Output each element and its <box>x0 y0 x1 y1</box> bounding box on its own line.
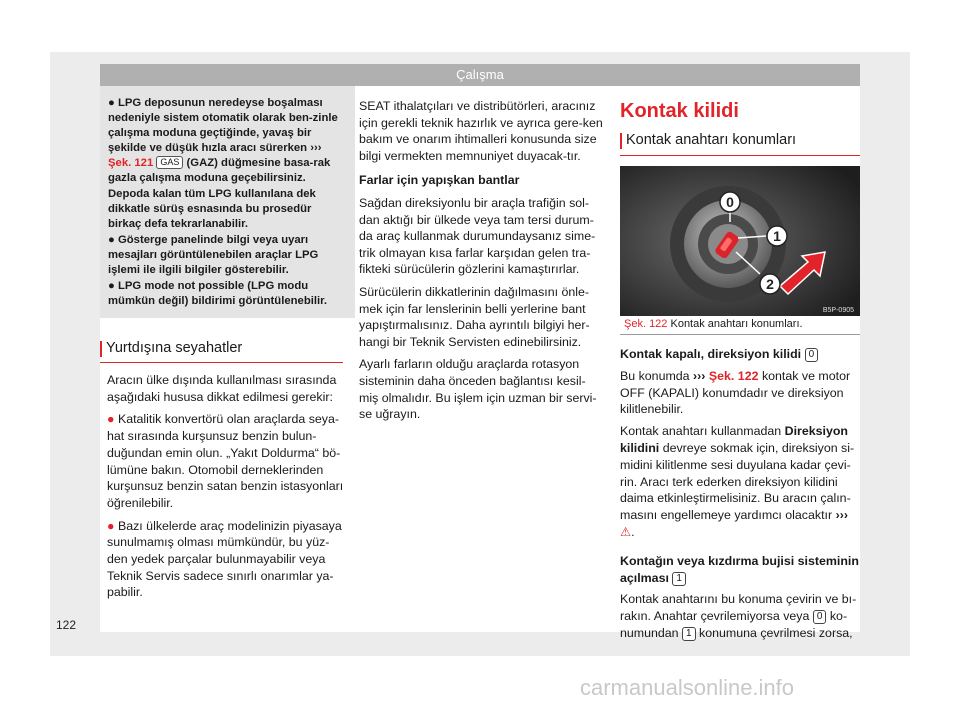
off-position-paragraph-2: Kontak anahtarı kullanmadan Direksiyon kilidini devreye sokmak için, direksiyon si-midini kilitlenme sesi duyulana kadar çevi-rin. Aracı terk ederken direksiyon kilidini daima etkinleştirmelisiniz. Bu aracın çalın-masını engellemeye yardımcı olacaktır ››› ⚠. <box>620 424 855 539</box>
watermark: carmanualsonline.info <box>580 675 795 700</box>
chapter-title: Çalışma <box>456 67 504 82</box>
position-0-icon: 0 <box>813 610 827 624</box>
mid-paragraph-2: Sağdan direksiyonlu bir araçla trafiğin sol-dan aktığı bir ülkede veya tam tersi durum-da araç kullanmak durumundaysanız sime-trik olmayan kısa farlar karşıdan gelen tra-fikteki sürücülerin gözlerini kamaştırırlar. <box>359 195 596 277</box>
label-0 <box>720 192 740 212</box>
section-title-key-positions: Kontak anahtarı konumları <box>620 132 860 156</box>
figure-ref: Şek. 122 <box>624 318 668 330</box>
off-position-heading: Kontak kapalı, direksiyon kilidi 0 <box>620 346 860 363</box>
middle-column <box>359 98 603 429</box>
page-number: 122 <box>56 618 77 632</box>
chapter-header <box>100 64 860 86</box>
caption-divider <box>620 334 860 335</box>
svg-text:2: 2 <box>766 276 774 292</box>
ignition-on-heading: Kontağın veya kızdırma bujisi sisteminin açılması 1 <box>620 553 859 585</box>
travel-section-body <box>107 372 347 607</box>
warning-paragraph-2: ● Gösterge panelinde bilgi veya uyarı mesajları görüntülenebilen araçlar LPG işlemi ile ilgili bilgiler gösterebilir. <box>108 233 319 277</box>
figure-ref-link[interactable]: Şek. 122 <box>708 368 759 383</box>
figure-caption: Şek. 122 Kontak anahtarı konumları. <box>624 318 803 330</box>
bullet-icon: ● <box>107 518 115 533</box>
ignition-on-paragraph: Kontak anahtarını bu konuma çevirin ve bı-rakın. Anahtar çevrilemiyorsa veya 0 ko-numundan 1 konumuna çevrilmesi zorsa, <box>620 592 857 640</box>
position-0-icon: 0 <box>805 348 819 362</box>
bullet-icon: ● <box>108 97 115 109</box>
headlight-subheading: Farlar için yapışkan bantlar <box>359 173 520 188</box>
bullet-icon: ● <box>108 233 115 246</box>
warning-box <box>100 86 355 318</box>
warning-paragraph-3: ● LPG mode not possible (LPG modu mümkün değil) bildirimi görüntülenebilir. <box>108 280 328 308</box>
label-2 <box>760 274 780 294</box>
off-position-paragraph-1: Bu konumda ››› Şek. 122 kontak ve motor OFF (KAPALI) konumdadır ve direksiyon kilitlenebilir. <box>620 368 851 417</box>
ignition-section-body <box>620 346 860 647</box>
warning-triangle-icon[interactable]: ⚠ <box>620 524 632 539</box>
section-title-travel: Yurtdışına seyahatler <box>100 340 343 363</box>
position-1-icon: 1 <box>672 572 686 586</box>
ignition-illustration <box>620 166 860 316</box>
bullet-icon: ● <box>108 280 115 293</box>
figure-ref-link[interactable]: Şek. 121 <box>108 157 154 170</box>
mid-paragraph-4: Ayarlı farların olduğu araçlarda rotasyon sisteminin daha önceden bağlantısı kesil-miş olmalıdır. Bu işlem için uzman bir servi-se uğrayın. <box>359 357 597 422</box>
svg-text:0: 0 <box>726 194 734 210</box>
mid-paragraph-1: SEAT ithalatçıları ve distribütörleri, aracınız için gerekli teknik hazırlık ve ayrıca gere-ken bakım ve onarım ihtimalleri konusunda size bilgi vermekten memnuniyet duyacak-tır. <box>359 99 603 163</box>
figure-code: B5P-0905 <box>822 307 854 314</box>
label-1 <box>767 226 787 246</box>
mid-paragraph-3: Sürücülerin dikkatlerinin dağılmasını önle-mek için far lenslerinin belli yerlerine bant yapıştırmalısınız. Daha ayrıntılı bilgiyi her-hangi bir Teknik Servisten edinebilirsiniz. <box>359 284 590 349</box>
position-1-icon: 1 <box>682 627 696 641</box>
ignition-figure <box>620 166 860 316</box>
warning-paragraph-1: ● LPG deposunun neredeyse boşalması nedeniyle sistem otomatik olarak ben-zinle çalışma moduna geçtiğinde, yavaş bir şekilde ve düşük hızla aracı sürerken ››› Şek. 121 GAS (GAZ) düğmesine basa-rak gazla çalışma moduna geçebilirsiniz. Depoda kalan tüm LPG kullanılana dek dikkatle sürüş esnasında bu prosedür birkaç defa tekrarlanabilir. <box>108 97 338 230</box>
gas-key-icon: GAS <box>156 156 183 169</box>
page-title: Kontak kilidi <box>620 100 739 122</box>
travel-bullet-1: ● Katalitik konvertörü olan araçlarda seya-hat sırasında kurşunsuz benzin bulun-duğundan emin olun. „Yakıt Doldurma“ bö-lümüne bakın. Otomobil derneklerinden kurşunsuz benzin satan benzin istasyonları öğrenilebilir. <box>107 412 344 510</box>
bullet-icon: ● <box>107 412 115 427</box>
svg-text:1: 1 <box>773 228 781 244</box>
travel-bullet-2: ● Bazı ülkelerde araç modelinizin piyasaya sunulmamış olması mümkündür, bu yüz-den yedek parçalar bulunmayabilir veya Teknik Servis sadece sınırlı onarımlar ya-pabilir. <box>107 518 342 600</box>
travel-intro: Aracın ülke dışında kullanılması sırasında aşağıdaki hususa dikkat edilmesi gerekir: <box>107 373 337 404</box>
